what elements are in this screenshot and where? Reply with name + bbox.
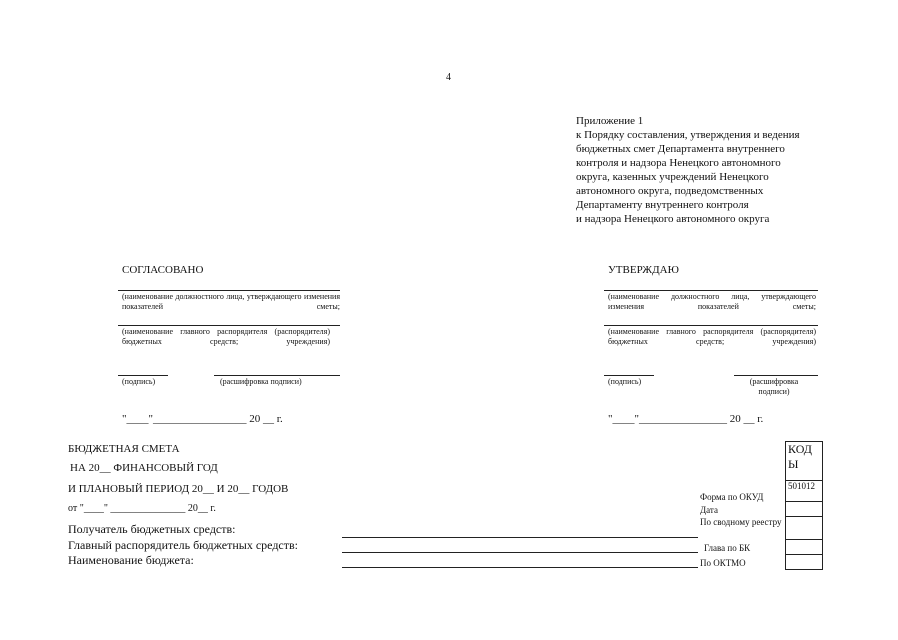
signature-label: (подпись) (608, 377, 642, 386)
signature-line (604, 375, 654, 376)
date-line: "____"_________________ 20 __ г. (122, 413, 283, 425)
page-number: 4 (446, 72, 451, 83)
code-cell-date (786, 502, 823, 517)
manager-label: (наименование главного распорядителя (распорядителя) бюджетных средств; учреждения) (122, 327, 330, 346)
decoding-line (214, 375, 340, 376)
approval-agreed-heading: СОГЛАСОВАНО (122, 264, 204, 276)
manager-line (604, 325, 818, 326)
codes-table (785, 441, 823, 570)
annex-line: автономного округа, подведомственных (576, 185, 764, 197)
estimate-period-line: И ПЛАНОВЫЙ ПЕРИОД 20__ И 20__ ГОДОВ (68, 483, 289, 495)
field-line-budget-name (342, 567, 698, 568)
annex-line: и надзора Ненецкого автономного округа (576, 213, 770, 225)
decoding-label: (расшифровка подписи) (749, 377, 799, 396)
official-label: (наименование должностного лица, утверждающего изменения показателей сметы; (122, 292, 340, 311)
code-cell-bk (786, 540, 823, 555)
field-label-budget-name: Наименование бюджета: (68, 553, 194, 567)
approval-approve-heading: УТВЕРЖДАЮ (608, 264, 679, 276)
code-label-registry: По сводному реестру (700, 517, 782, 527)
date-line: "____"________________ 20 __ г. (608, 413, 764, 425)
code-cell-okud: 501012 (786, 481, 823, 502)
estimate-date-line: от "____" _______________ 20__ г. (68, 503, 216, 514)
signature-label: (подпись) (122, 377, 156, 386)
estimate-title: БЮДЖЕТНАЯ СМЕТА (68, 443, 180, 455)
manager-label: (наименование главного распорядителя (распорядителя) бюджетных средств; учреждения) (608, 327, 816, 346)
code-cell-oktmo (786, 555, 823, 570)
code-label-bk: Глава по БК (704, 543, 751, 553)
decoding-label: (расшифровка подписи) (220, 377, 302, 386)
annex-line: контроля и надзора Ненецкого автономного (576, 157, 781, 169)
annex-line: к Порядку составления, утверждения и ведения (576, 129, 800, 141)
annex-line: округа, казенных учреждений Ненецкого (576, 171, 769, 183)
code-cell-registry (786, 517, 823, 540)
annex-title: Приложение 1 (576, 115, 644, 127)
official-line (118, 290, 340, 291)
official-label: (наименование должностного лица, утверждающего изменения показателей сметы; (608, 292, 816, 311)
manager-line (118, 325, 340, 326)
decoding-line (734, 375, 818, 376)
code-label-oktmo: По ОКТМО (700, 558, 746, 568)
official-line (604, 290, 818, 291)
annex-line: Департаменту внутреннего контроля (576, 199, 749, 211)
field-line-chief-manager (342, 552, 698, 553)
field-label-recipient: Получатель бюджетных средств: (68, 522, 236, 536)
signature-line (118, 375, 168, 376)
field-line-recipient (342, 537, 698, 538)
codes-header: КОДЫ (786, 442, 823, 481)
field-label-chief-manager: Главный распорядитель бюджетных средств: (68, 538, 298, 552)
code-label-date: Дата (700, 505, 718, 515)
annex-line: бюджетных смет Департамента внутреннего (576, 143, 785, 155)
estimate-year-line: НА 20__ ФИНАНСОВЫЙ ГОД (70, 462, 218, 474)
annex-block (576, 114, 800, 226)
code-label-okud: Форма по ОКУД (700, 492, 764, 502)
